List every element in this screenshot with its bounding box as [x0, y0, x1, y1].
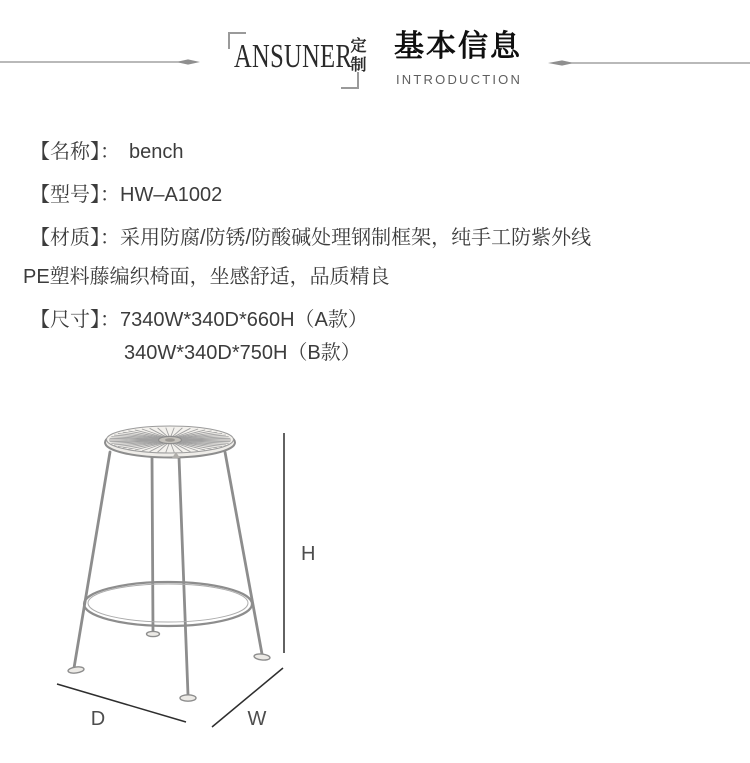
brand-suffix: 定制 [348, 37, 365, 75]
spec-model-row [30, 183, 222, 207]
spec-size-label: 【尺寸】： [30, 309, 120, 331]
spec-size-line2: 340W*340D*750H（B款） [124, 342, 361, 364]
logo-corner-bracket-bottomright [341, 72, 359, 89]
spec-name-label: 【名称】： [30, 141, 120, 163]
depth-dimension-line [57, 684, 186, 722]
spec-material-line2: PE塑料藤编织椅面，坐感舒适，品质精良 [23, 266, 390, 288]
spec-size-continuation [124, 341, 361, 365]
spec-name-row [30, 140, 184, 164]
brand-name: ANSUNER [234, 38, 353, 75]
spec-material-continuation [23, 265, 390, 289]
spec-size-row [30, 308, 368, 332]
spec-model-label: 【型号】： [30, 184, 120, 206]
stool-seat [105, 426, 235, 458]
height-dimension-label: H [301, 543, 316, 565]
stool-feet [68, 631, 271, 701]
spec-material-label: 【材质】： [30, 227, 120, 249]
spec-name-value: bench [129, 141, 184, 163]
spec-size-line1: 7340W*340D*660H（A款） [120, 309, 368, 331]
left-line-diamond-tip [176, 59, 200, 64]
section-title: 基本信息 [394, 30, 522, 63]
section-subtitle: INTRODUCTION [396, 72, 523, 87]
right-line-diamond-tip [548, 60, 574, 65]
header-divider-lines [0, 0, 750, 110]
stool-line-drawing [0, 412, 340, 752]
spec-model-value: HW–A1002 [120, 184, 223, 206]
spec-material-line1: 采用防腐/防锈/防酸碱处理钢制框架，纯手工防紫外线 [120, 227, 592, 249]
stool-footrest-ring [84, 582, 252, 626]
depth-dimension-label: D [90, 708, 106, 730]
stool-legs [74, 452, 262, 695]
brand-logo [226, 28, 366, 94]
spec-material-row [30, 226, 591, 250]
width-dimension-label: W [247, 708, 267, 730]
